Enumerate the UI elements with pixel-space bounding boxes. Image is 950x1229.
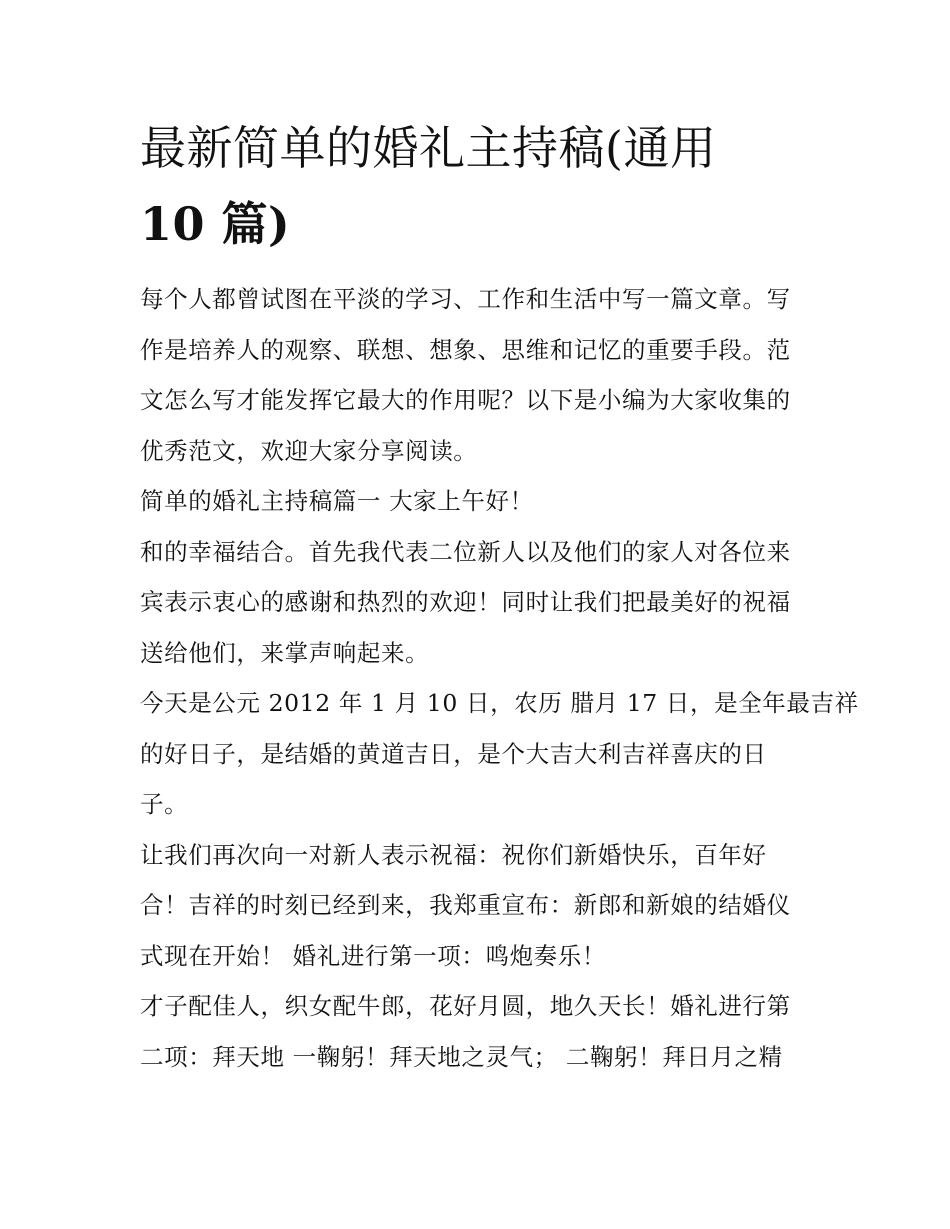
text-line: 优秀范文，欢迎大家分享阅读。 xyxy=(140,436,478,465)
text-line: 二项：拜天地 一鞠躬！拜天地之灵气； 二鞠躬！拜日月之精 xyxy=(140,1042,783,1071)
text-line: 作是培养人的观察、联想、想象、思维和记忆的重要手段。范 xyxy=(140,335,791,364)
text-line: 每个人都曾试图在平淡的学习、工作和生活中写一篇文章。写 xyxy=(140,285,791,313)
document-title xyxy=(140,110,815,262)
paragraph-intro xyxy=(140,274,815,476)
paragraph-section-heading xyxy=(140,476,815,527)
text-line: 今天是公元 2012 年 1 月 10 日，农历 腊月 17 日，是全年最吉祥 xyxy=(140,689,859,717)
text-line: 送给他们，来掌声响起来。 xyxy=(140,638,430,667)
text-line: 的好日子，是结婚的黄道吉日，是个大吉大利吉祥喜庆的日 xyxy=(140,739,767,768)
text-line: 文怎么写才能发挥它最大的作用呢？以下是小编为大家收集的 xyxy=(140,386,791,414)
text-line: 合！吉祥的时刻已经到来，我郑重宣布：新郎和新娘的结婚仪 xyxy=(140,891,791,919)
paragraph-blessing xyxy=(140,830,815,982)
text-line: 才子配佳人，织女配牛郎，花好月圆，地久天长！婚礼进行第 xyxy=(140,992,791,1020)
paragraph-welcome xyxy=(140,527,815,679)
document-page xyxy=(140,110,859,1082)
text-line: 和的幸福结合。首先我代表二位新人以及他们的家人对各位来 xyxy=(140,537,791,566)
text-line: 简单的婚礼主持稿篇一 大家上午好！ xyxy=(140,487,534,515)
paragraph-date xyxy=(140,678,859,830)
text-line: 子。 xyxy=(140,790,189,818)
paragraph-ceremony xyxy=(140,981,815,1082)
text-line: 式现在开始！ 婚礼进行第一项：鸣炮奏乐！ xyxy=(140,941,606,970)
title-line-2: 10 篇) xyxy=(140,197,291,251)
text-line: 宾表示衷心的感谢和热烈的欢迎！同时让我们把最美好的祝福 xyxy=(140,588,791,616)
text-line: 让我们再次向一对新人表示祝福：祝你们新婚快乐，百年好 xyxy=(140,840,767,869)
title-line-1: 最新简单的婚礼主持稿(通用 xyxy=(140,121,717,175)
